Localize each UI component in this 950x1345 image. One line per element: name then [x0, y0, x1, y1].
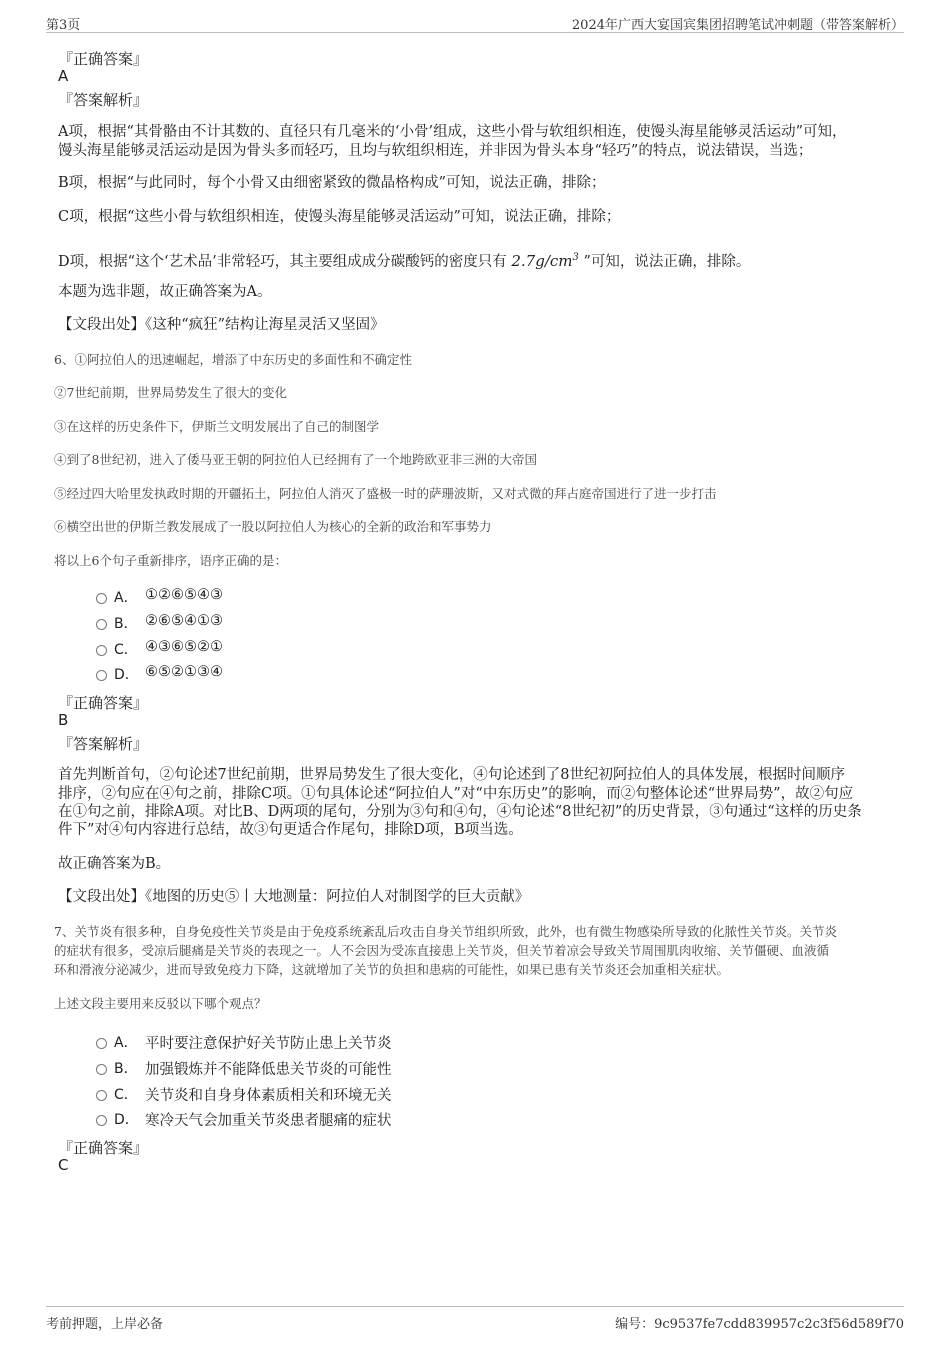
analysis-line: 件下”对④句内容进行总结，故③句更适合作尾句，排除D项，B项当选。: [58, 822, 523, 838]
analysis-line: B项，根据“与此同时，每个小骨又由细密紧致的微晶格构成”可知，说法正确，排除；: [58, 175, 606, 191]
option-letter: C．: [114, 642, 138, 658]
radio-icon[interactable]: [96, 1064, 107, 1075]
density-value: 2.7g/cm: [511, 252, 573, 270]
radio-icon[interactable]: [96, 670, 107, 681]
question-sentence: ⑤经过四大哈里发执政时期的开疆拓土，阿拉伯人消灭了盛极一时的萨珊波斯，又对式微的拜占庭帝国进行了进一步打击: [54, 486, 717, 501]
analysis-label: 『答案解析』: [58, 91, 149, 109]
page-header: [46, 12, 904, 33]
option-text: ①②⑥⑤④③: [145, 587, 223, 603]
question-prompt: 将以上6个句子重新排序，语序正确的是：: [54, 553, 287, 568]
option-letter: B．: [114, 616, 138, 632]
option-text: 寒冷天气会加重关节炎患者腿痛的症状: [145, 1113, 392, 1129]
option-letter: D．: [114, 667, 139, 683]
radio-icon[interactable]: [96, 1090, 107, 1101]
question-sentence: ④到了8世纪初，进入了倭马亚王朝的阿拉伯人已经拥有了一个地跨欧亚非三洲的大帝国: [54, 452, 537, 467]
source-citation: 【文段出处】《地图的历史⑤丨大地测量：阿拉伯人对制图学的巨大贡献》: [58, 889, 530, 905]
option-text: 关节炎和自身身体素质相关和环境无关: [145, 1088, 392, 1104]
document-title: 2024年广西大宴国宾集团招聘笔试冲刺题（带答案解析）: [571, 18, 904, 33]
option-text: ④③⑥⑤②①: [145, 639, 223, 655]
correct-answer-label: 『正确答案』: [58, 50, 149, 68]
question-sentence: ②7世纪前期，世界局势发生了很大的变化: [54, 385, 287, 400]
option-letter: A．: [114, 1035, 138, 1051]
radio-icon[interactable]: [96, 619, 107, 630]
density-formula: [511, 252, 579, 270]
analysis-line: 馒头海星能够灵活运动是因为骨头多而轻巧，且均与软组织相连，并非因为骨头本身“轻巧”的特点，说法错误，当选；: [58, 143, 813, 159]
page-number: 第3页: [46, 18, 81, 33]
footer-serial: 编号：9c9537fe7cdd839957c2c3f56d589f70: [615, 1317, 904, 1332]
correct-answer-value: A: [58, 67, 69, 85]
analysis-line: 首先判断首句，②句论述7世纪前期，世界局势发生了很大变化，④句论述到了8世纪初阿拉伯人的具体发展，根据时间顺序: [58, 767, 845, 783]
analysis-line: C项，根据“这些小骨与软组织相连，使馒头海星能够灵活运动”可知，说法正确，排除；: [58, 209, 621, 225]
option-text: ⑥⑤②①③④: [145, 664, 223, 680]
question-sentence: ⑥横空出世的伊斯兰教发展成了一股以阿拉伯人为核心的全新的政治和军事势力: [54, 519, 492, 534]
analysis-line: A项，根据“其骨骼由不计其数的、直径只有几毫米的‘小骨’组成，这些小骨与软组织相连，使馒头海星能够灵活运动”可知，: [58, 124, 847, 140]
footer-slogan: 考前押题，上岸必备: [46, 1317, 164, 1332]
option-text: ②⑥⑤④①③: [145, 613, 223, 629]
radio-icon[interactable]: [96, 645, 107, 656]
option-text: 加强锻炼并不能降低患关节炎的可能性: [145, 1062, 392, 1078]
analysis-line-density: [58, 248, 750, 272]
analysis-text: ”可知，说法正确，排除。: [583, 254, 751, 270]
option-letter: A．: [114, 590, 138, 606]
question-sentence: 6、①阿拉伯人的迅速崛起，增添了中东历史的多面性和不确定性: [54, 352, 412, 367]
radio-icon[interactable]: [96, 1115, 107, 1126]
correct-answer-value: C: [58, 1156, 69, 1174]
analysis-label: 『答案解析』: [58, 735, 149, 753]
question-sentence: ③在这样的历史条件下，伊斯兰文明发展出了自己的制图学: [54, 419, 380, 434]
radio-icon[interactable]: [96, 593, 107, 604]
correct-answer-label: 『正确答案』: [58, 1139, 149, 1157]
source-citation: 【文段出处】《这种“疯狂”结构让海星灵活又坚固》: [58, 317, 385, 333]
conclusion-line: 本题为选非题，故正确答案为A。: [58, 284, 272, 300]
option-text: 平时要注意保护好关节防止患上关节炎: [145, 1036, 392, 1052]
question-passage-line: 的症状有很多，受凉后腿痛是关节炎的表现之一。人不会因为受冻直接患上关节炎，但关节着凉会导致关节周围肌肉收缩、关节僵硬、血液循: [54, 943, 830, 958]
option-letter: D．: [114, 1112, 139, 1128]
analysis-line: 排序，②句应在④句之前，排除C项。①句具体论述“阿拉伯人”对“中东历史”的影响，而②句整体论述“世界局势”，故②句应: [58, 786, 854, 802]
question-prompt: 上述文段主要用来反驳以下哪个观点？: [54, 996, 267, 1011]
radio-icon[interactable]: [96, 1038, 107, 1049]
conclusion-line: 故正确答案为B。: [58, 856, 171, 872]
correct-answer-value: B: [58, 711, 69, 729]
density-exponent: 3: [572, 252, 579, 263]
page-footer: [46, 1306, 904, 1332]
option-letter: C．: [114, 1087, 138, 1103]
option-letter: B．: [114, 1061, 138, 1077]
analysis-text: D项，根据“这个‘艺术品’非常轻巧，其主要组成成分碳酸钙的密度只有: [58, 254, 507, 270]
question-passage-line: 环和滑液分泌减少，进而导致免疫力下降，这就增加了关节的负担和患病的可能性，如果已患有关节炎还会加重相关症状。: [54, 962, 730, 977]
correct-answer-label: 『正确答案』: [58, 694, 149, 712]
question-passage-line: 7、关节炎有很多种，自身免疫性关节炎是由于免疫系统紊乱后攻击自身关节组织所致，此外，也有微生物感染所导致的化脓性关节炎。关节炎: [54, 924, 837, 939]
analysis-line: 在①句之前，排除A项。对比B、D两项的尾句，分别为③句和④句，④句论述“8世纪初”的历史背景，③句通过“这样的历史条: [58, 804, 862, 820]
